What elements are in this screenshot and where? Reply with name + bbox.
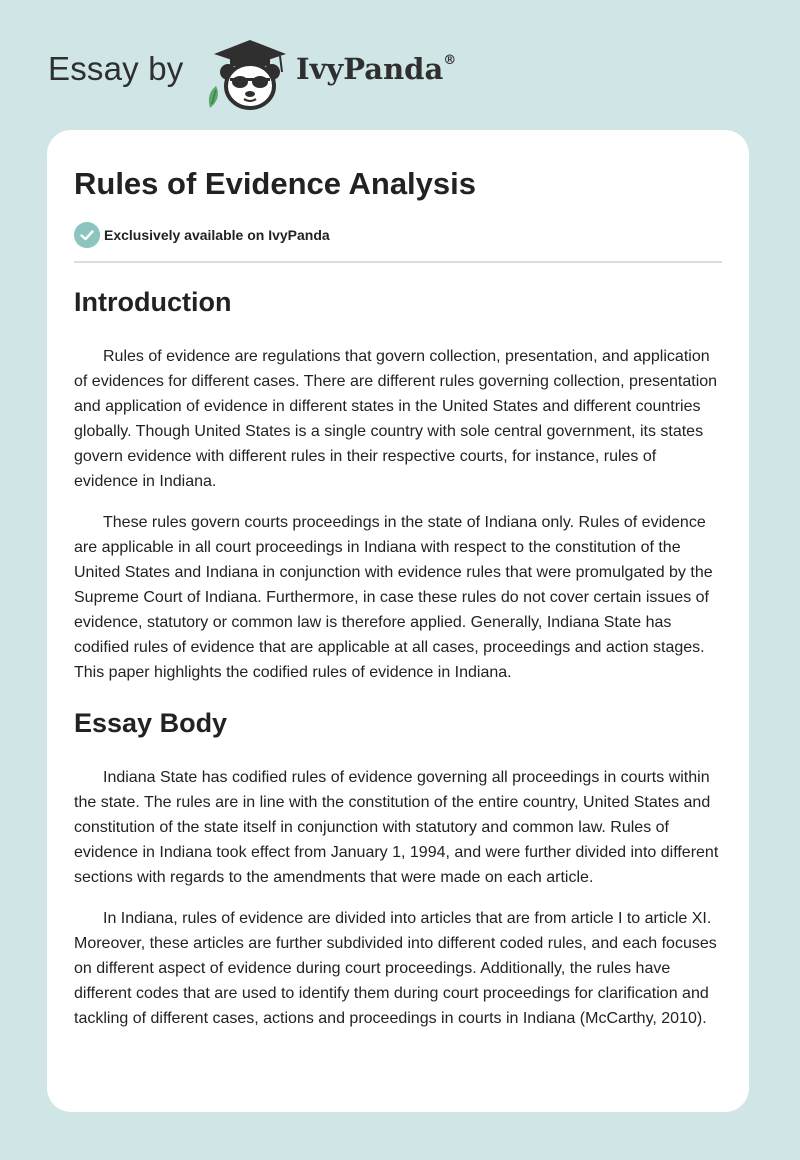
- section-heading-introduction: Introduction: [74, 287, 232, 317]
- exclusive-badge: [74, 222, 330, 248]
- section-heading-essay-body: Essay Body: [74, 708, 228, 738]
- brand-name-text: IvyPanda: [296, 52, 444, 86]
- registered-mark: ®: [443, 53, 457, 69]
- exclusive-label: Exclusively available on IvyPanda: [104, 227, 330, 243]
- brand-name: [296, 52, 456, 86]
- paragraph: These rules govern courts proceedings in the state of Indiana only. Rules of evidence are applicable in all court proceedings in Indiana with respect to the constitution of the United States and Indiana in conjunction with evidence rules that were promulgated by the Supreme Court of Indiana. Furthermore, in case these rules do not cover certain issues of evidence, statutory or common law is therefore applied. Generally, Indiana State has codified rules of evidence that are applicable at all cases, proceedings and action stages. This paper highlights the codified rules of evidence in Indiana.: [74, 514, 713, 681]
- site-header: [0, 0, 800, 130]
- essay-content: [74, 280, 722, 1031]
- brand-prefix: Essay by: [48, 50, 184, 87]
- divider: [74, 261, 722, 263]
- page-title: Rules of Evidence Analysis: [74, 166, 477, 201]
- paragraph: Indiana State has codified rules of evidence governing all proceedings in courts within the state. The rules are in line with the constitution of the entire country, United States and constitution of the state itself in conjunction with statutory and common law. Rules of evidence in Indiana took effect from January 1, 1994, and were further divided into different sections with regards to the amendments that were made on each article.: [74, 769, 719, 886]
- essay-card: [47, 130, 749, 1112]
- paragraph: In Indiana, rules of evidence are divided into articles that are from article I to article XI. Moreover, these articles are further subdivided into different coded rules, and each focuses on different aspect of evidence during court proceedings. Additionally, the rules have different codes that are used to identify them during court proceedings for clarification and tackling of different cases, actions and proceedings in courts in Indiana (McCarthy, 2010).: [74, 910, 717, 1027]
- panda-logo-icon[interactable]: [200, 36, 296, 112]
- paragraph: Rules of evidence are regulations that govern collection, presentation, and application of evidences for different cases. There are different rules governing collection, presentation and application of evidence in different states in the United States and different countries globally. Though United States is a single country with sole central government, its states govern evidence with different rules in their respective courts, for instance, rules of evidence in Indiana.: [74, 348, 718, 490]
- check-circle-icon: [74, 222, 100, 248]
